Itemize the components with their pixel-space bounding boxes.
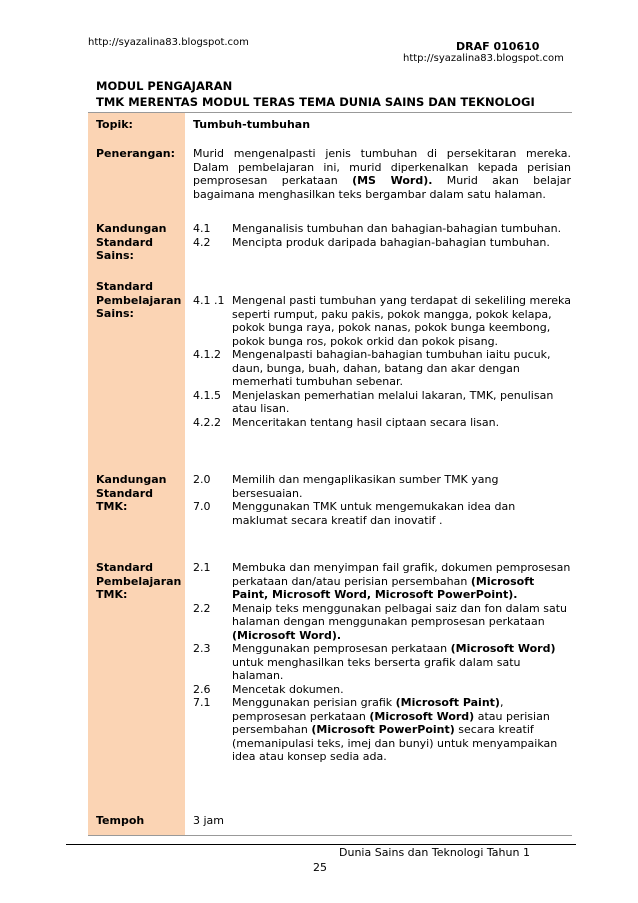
table-top-rule <box>88 112 572 113</box>
item-text: Menjelaskan pemerhatian melalui lakaran, TMK, penulisan atau lisan. <box>232 388 554 415</box>
footer-text: Dunia Sains dan Teknologi Tahun 1 <box>339 846 530 859</box>
item-text: Menceritakan tentang hasil ciptaan secara lisan. <box>232 415 500 429</box>
item-text: Membuka dan menyimpan fail grafik, dokumen pemprosesan perkataan dan/atau perisian persembahan (Microsoft Paint, Microsoft Word, Microsoft PowerPoint). <box>232 561 571 601</box>
item-text: Mengenal pasti tumbuhan yang terdapat di sekeliling mereka seperti rumput, paku pakis, pokok mangga, pokok kelapa, pokok bunga raya, pokok nanas, pokok bunga keembong, pokok bunga ros, pokok orkid dan pokok pisang. <box>232 294 571 348</box>
penerangan-line: Murid mengenalpasti jenis tumbuhan di persekitaran mereka. <box>193 147 571 160</box>
pembelajaran-tmk-list <box>193 561 571 764</box>
kandungan-tmk-list <box>193 473 571 527</box>
list-item <box>193 642 571 683</box>
topik-label: Topik: <box>96 118 133 131</box>
list-item <box>193 389 571 416</box>
list-item <box>193 236 571 250</box>
list-item <box>193 561 571 602</box>
item-number: 2.2 <box>193 601 211 615</box>
list-item <box>193 683 571 697</box>
title-line-1: MODUL PENGAJARAN <box>96 79 233 93</box>
list-item <box>193 416 571 430</box>
item-text: Mencetak dokumen. <box>232 682 344 696</box>
item-number: 7.1 <box>193 696 211 709</box>
tempoh-label: Tempoh <box>96 814 145 827</box>
item-text: Menaip teks menggunakan pelbagai saiz dan fon dalam satu halaman dengan menggunakan pemprosesan perkataan (Microsoft Word). <box>232 601 568 642</box>
item-number: 4.2 <box>193 235 211 249</box>
kandungan-sains-label: Kandungan Standard Sains: <box>96 222 167 262</box>
penerangan-line: Dalam pembelajaran ini, murid diperkenalkan kepada perisian <box>193 160 571 174</box>
draft-label: DRAF 010610 <box>456 40 540 53</box>
page-number: 25 <box>313 861 327 874</box>
item-number: 2.0 <box>193 473 211 486</box>
penerangan-label: Penerangan: <box>96 147 176 160</box>
penerangan-line: bagaimana menghasilkan teks bergambar dalam satu halaman. <box>193 187 546 201</box>
item-number: 4.1 .1 <box>193 294 225 307</box>
item-number: 2.3 <box>193 642 211 655</box>
penerangan-line: pemprosesan perkataan (MS Word). Murid akan belajar <box>193 174 572 187</box>
item-number: 4.2.2 <box>193 415 221 429</box>
item-text: Menggunakan perisian grafik (Microsoft Paint), pemprosesan perkataan (Microsoft Word) atau perisian persembahan (Microsoft PowerPoint) secara kreatif (memanipulasi teks, imej dan bunyi) untuk menyampaikan idea atau konsep sedia ada. <box>232 696 558 763</box>
page-title <box>96 78 535 110</box>
item-number: 7.0 <box>193 500 211 513</box>
penerangan-text <box>193 147 571 201</box>
item-text: Menggunakan TMK untuk mengemukakan idea dan maklumat secara kreatif dan inovatif . <box>232 500 516 527</box>
header-url-left: http://syazalina83.blogspot.com <box>88 37 249 48</box>
item-number: 4.1 <box>193 222 211 235</box>
pembelajaran-sains-label: Standard Pembelajaran Sains: <box>96 280 182 320</box>
pembelajaran-sains-list <box>193 294 571 429</box>
list-item <box>193 602 571 643</box>
item-text: Menggunakan pemprosesan perkataan (Microsoft Word) untuk menghasilkan teks berserta grafik dalam satu halaman. <box>232 642 556 682</box>
list-item <box>193 696 571 764</box>
list-item <box>193 500 571 527</box>
item-text: Mencipta produk daripada bahagian-bahagian tumbuhan. <box>232 235 550 249</box>
item-number: 2.1 <box>193 561 211 574</box>
pembelajaran-tmk-label: Standard Pembelajaran TMK: <box>96 561 182 601</box>
kandungan-sains-list <box>193 222 571 249</box>
kandungan-tmk-label: Kandungan Standard TMK: <box>96 473 167 513</box>
tempoh-value: 3 jam <box>193 814 225 827</box>
item-text: Mengenalpasti bahagian-bahagian tumbuhan iaitu pucuk, daun, bunga, buah, dahan, batang dan akar dengan memerhati tumbuhan sebenar. <box>232 348 551 388</box>
item-number: 4.1.5 <box>193 388 221 402</box>
list-item <box>193 473 571 500</box>
item-number: 4.1.2 <box>193 348 221 361</box>
title-line-2: TMK MERENTAS MODUL TERAS TEMA DUNIA SAINS DAN TEKNOLOGI <box>96 95 535 109</box>
footer-rule <box>66 844 576 845</box>
table-bottom-rule <box>88 835 572 836</box>
list-item <box>193 222 571 236</box>
ms-word-bold: (MS Word). <box>352 174 433 187</box>
topik-value: Tumbuh-tumbuhan <box>193 118 311 131</box>
item-text: Memilih dan mengaplikasikan sumber TMK yang bersesuaian. <box>232 473 499 500</box>
list-item <box>193 294 571 348</box>
header-url-right: http://syazalina83.blogspot.com <box>403 53 564 64</box>
item-text: Menganalisis tumbuhan dan bahagian-bahagian tumbuhan. <box>232 222 562 235</box>
list-item <box>193 348 571 389</box>
item-number: 2.6 <box>193 682 211 696</box>
